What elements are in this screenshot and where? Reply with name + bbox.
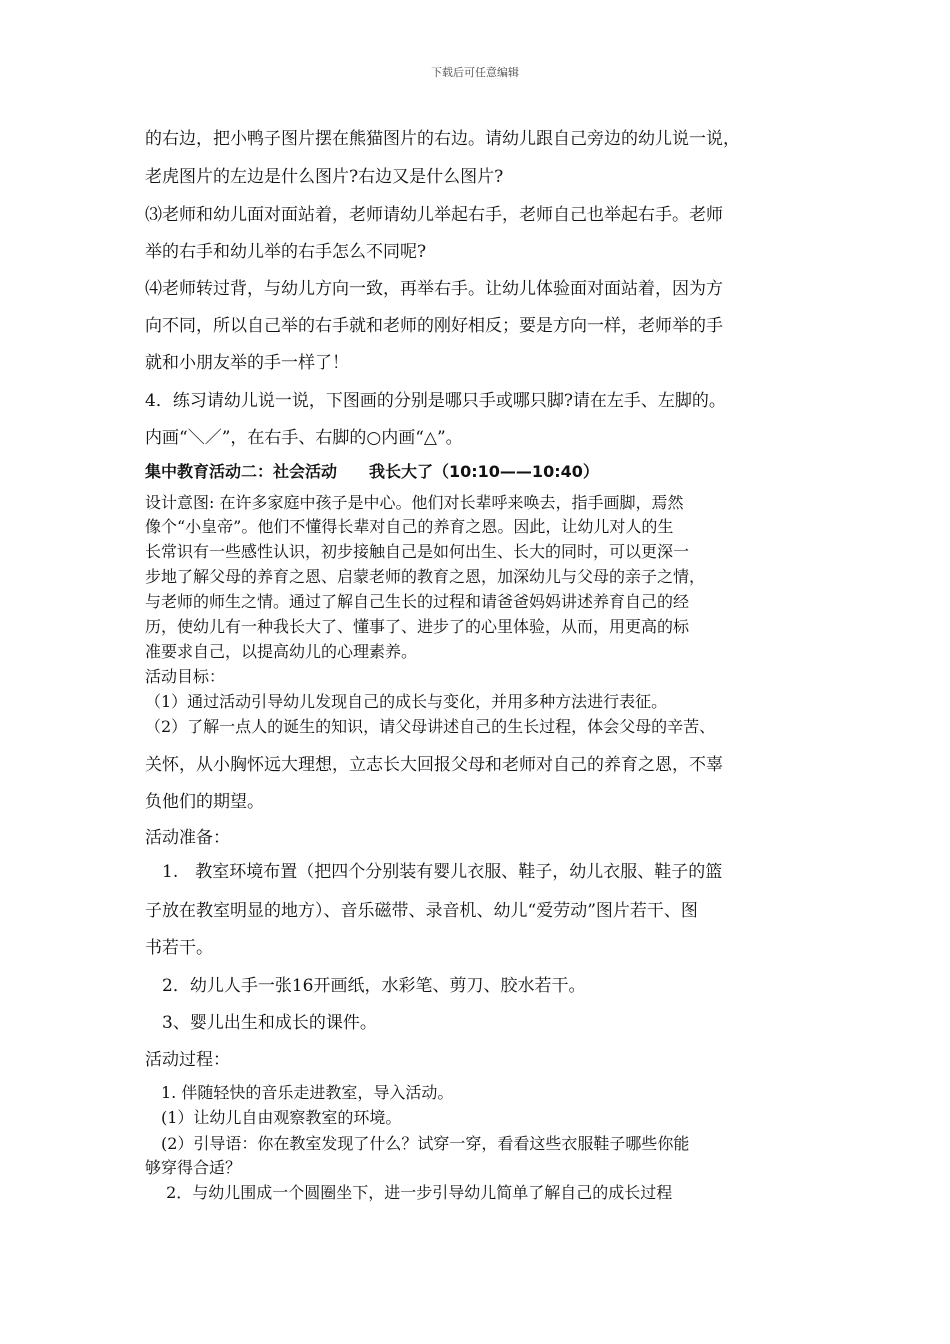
text-line: 举的右手和幼儿举的右手怎么不同呢? [145,242,427,262]
text-line: 的右边，把小鸭子图片摆在熊猫图片的右边。请幼儿跟自己旁边的幼儿说一说， [145,129,740,149]
section-heading: 集中教育活动二：社会活动 我长大了（10:10——10:40） [145,462,599,481]
text-line: 向不同，所以自己举的右手就和老师的刚好相反；要是方向一样，老师举的手 [145,316,723,336]
text-line: 内画“＼／”，在右手、右脚的○内画“△”。 [145,428,463,448]
text-line: 关怀，从小胸怀远大理想，立志长大回报父母和老师对自己的养育之恩，不辜 [145,755,723,775]
text-line: 负他们的期望。 [145,792,264,812]
text-line: 子放在教室明显的地方）、音乐磁带、录音机、幼儿“爱劳动”图片若干、图 [145,901,698,921]
text-line: 准要求自己，以提高幼儿的心理素养。 [145,642,418,661]
text-line: 历，使幼儿有一种我长大了、懂事了、进步了的心里体验，从而，用更高的标 [145,617,690,636]
text-line: 老虎图片的左边是什么图片?右边又是什么图片? [145,167,504,187]
page-watermark: 下载后可任意编辑 [431,66,519,79]
text-line: 书若干。 [145,938,213,958]
subheading: 活动准备： [145,828,230,848]
text-line: 2．幼儿人手一张16开画纸，水彩笔、剪刀、胶水若干。 [145,976,586,996]
text-line: （2）了解一点人的诞生的知识，请父母讲述自己的生长过程，体会父母的辛苦、 [145,717,716,736]
text-line: 与老师的师生之情。通过了解自己生长的过程和请爸爸妈妈讲述养育自己的经 [145,592,690,611]
text-line: 就和小朋友举的手一样了！ [145,353,349,373]
text-line: 1. 伴随轻快的音乐走进教室，导入活动。 [145,1083,454,1102]
text-line: 3、婴儿出生和成长的课件。 [145,1013,377,1033]
text-line: 设计意图: 在许多家庭中孩子是中心。他们对长辈呼来唤去，指手画脚，焉然 [145,493,684,512]
text-line: ⑶老师和幼儿面对面站着，老师请幼儿举起右手，老师自己也举起右手。老师 [145,205,723,225]
text-line: 2．与幼儿围成一个圆圈坐下，进一步引导幼儿简单了解自己的成长过程 [145,1183,673,1202]
text-line: （1）通过活动引导幼儿发现自己的成长与变化，并用多种方法进行表征。 [145,692,668,711]
subheading: 活动过程： [145,1050,230,1070]
text-line: (1）让幼儿自由观察教室的环境。 [145,1108,402,1127]
text-line: ⑷老师转过背，与幼儿方向一致，再举右手。让幼儿体验面对面站着，因为方 [145,279,723,299]
text-line: 1. 教室环境布置（把四个分别装有婴儿衣服、鞋子，幼儿衣服、鞋子的篮 [145,862,723,882]
text-line: (2）引导语：你在教室发现了什么？试穿一穿，看看这些衣服鞋子哪些你能 [145,1134,690,1153]
text-line: 长常识有一些感性认识，初步接触自己是如何出生、长大的同时，可以更深一 [145,542,690,561]
text-line: 够穿得合适？ [145,1158,242,1177]
text-line: 步地了解父母的养育之恩、启蒙老师的教育之恩，加深幼儿与父母的亲子之情， [145,567,706,586]
subheading: 活动目标： [145,667,226,686]
text-line: 4．练习请幼儿说一说，下图画的分别是哪只手或哪只脚?请在左手、左脚的。 [145,391,726,411]
text-line: 像个“小皇帝”。他们不懂得长辈对自己的养育之恩。因此，让幼儿对人的生 [145,517,674,536]
